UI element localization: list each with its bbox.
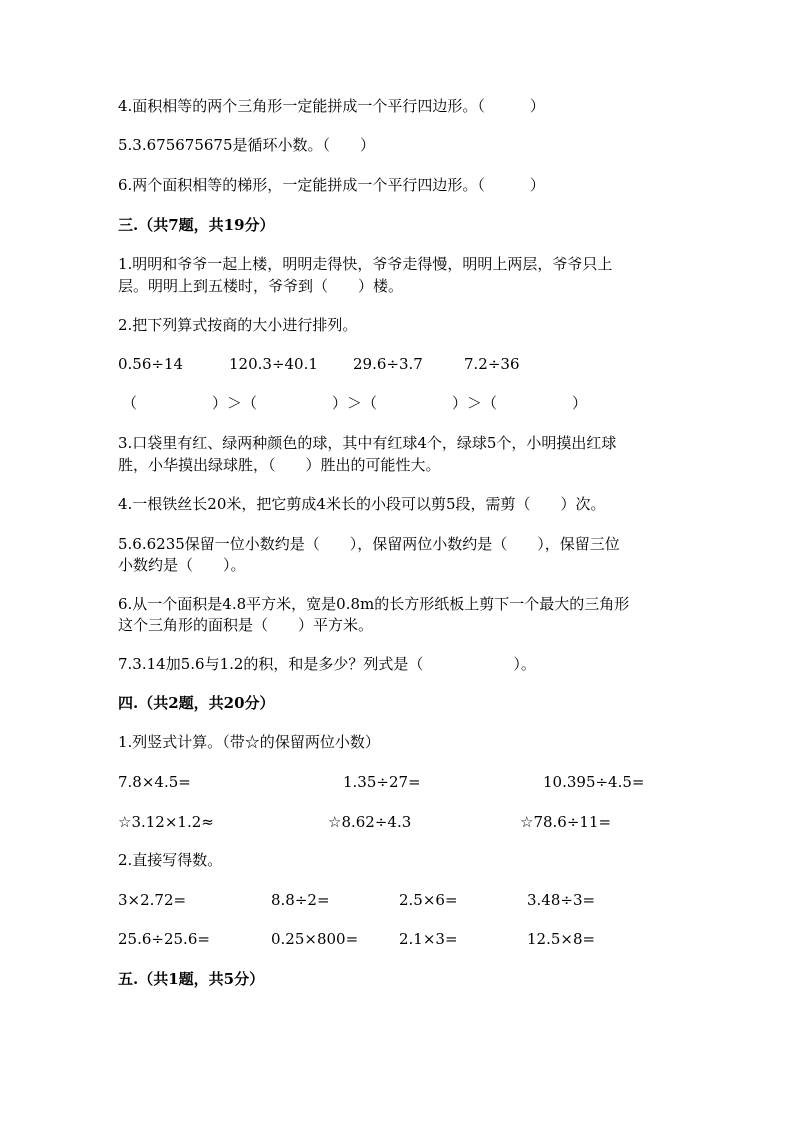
fill-q3-line2: 胜，小华摸出绿球胜，（ ）胜出的可能性大。 [118, 456, 441, 474]
vertical-calc-1: 7.8×4.5= [118, 773, 191, 791]
fill-q5-line1: 5.6.6235保留一位小数约是（ ），保留两位小数约是（ ），保留三位 [118, 535, 620, 553]
fill-q2-prompt: 2.把下列算式按商的大小进行排列。 [118, 316, 358, 334]
fill-q4: 4.一根铁丝长20米，把它剪成4米长的小段可以剪5段，需剪（ ）次。 [118, 495, 606, 513]
vertical-calc-4: ☆3.12×1.2≈ [118, 813, 214, 831]
expression-1: 0.56÷14 [118, 355, 184, 373]
judge-item-6: 6.两个面积相等的梯形，一定能拼成一个平行四边形。（ ） [118, 176, 545, 194]
mental-calc-1: 3×2.72= [118, 891, 187, 909]
fill-q7: 7.3.14加5.6与1.2的积，和是多少？列式是（ ）。 [118, 655, 536, 673]
judge-item-5: 5.3.675675675是循环小数。（ ） [118, 136, 376, 154]
section-5-heading: 五.（共1题，共5分） [118, 970, 265, 988]
ordering-blanks: （ ）＞（ ）＞（ ）＞（ ） [122, 394, 588, 412]
mental-calc-8: 12.5×8= [527, 930, 596, 948]
mental-calc-4: 3.48÷3= [527, 891, 596, 909]
mental-calc-7: 2.1×3= [399, 930, 458, 948]
fill-q3-line1: 3.口袋里有红、绿两种颜色的球，其中有红球4个，绿球5个，小明摸出红球 [118, 434, 617, 452]
mental-calc-2: 8.8÷2= [271, 891, 330, 909]
vertical-calc-3: 10.395÷4.5= [543, 773, 645, 791]
fill-q5-line2: 小数约是（ ）。 [118, 556, 246, 574]
calc-q1-prompt: 1.列竖式计算。（带☆的保留两位小数） [118, 733, 380, 751]
calc-q2-prompt: 2.直接写得数。 [118, 851, 223, 869]
expression-3: 29.6÷3.7 [353, 355, 423, 373]
fill-q1-line2: 层。明明上到五楼时，爷爷到（ ）楼。 [118, 277, 404, 295]
expression-2: 120.3÷40.1 [229, 355, 318, 373]
fill-q6-line2: 这个三角形的面积是（ ）平方米。 [118, 616, 374, 634]
fill-q6-line1: 6.从一个面积是4.8平方米，宽是0.8m的长方形纸板上剪下一个最大的三角形 [118, 595, 630, 613]
mental-calc-6: 0.25×800= [271, 930, 359, 948]
judge-item-4: 4.面积相等的两个三角形一定能拼成一个平行四边形。（ ） [118, 97, 545, 115]
fill-q1-line1: 1.明明和爷爷一起上楼，明明走得快，爷爷走得慢，明明上两层，爷爷只上 [118, 255, 613, 273]
section-4-heading: 四.（共2题，共20分） [118, 694, 275, 712]
section-3-heading: 三.（共7题，共19分） [118, 216, 275, 234]
mental-calc-3: 2.5×6= [399, 891, 458, 909]
vertical-calc-6: ☆78.6÷11= [520, 813, 612, 831]
mental-calc-5: 25.6÷25.6= [118, 930, 210, 948]
vertical-calc-2: 1.35÷27= [343, 773, 421, 791]
vertical-calc-5: ☆8.62÷4.3 [328, 813, 412, 831]
expression-4: 7.2÷36 [464, 355, 520, 373]
